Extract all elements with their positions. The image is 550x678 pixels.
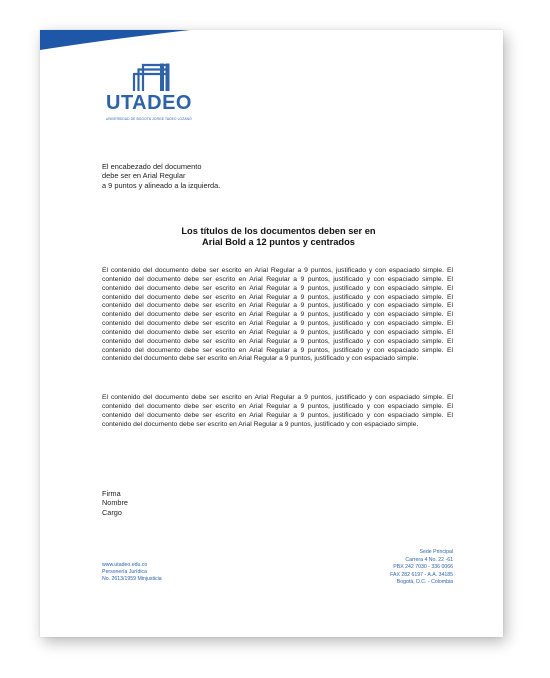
footer-city: Bogotá, D.C. - Colombia [396,579,453,586]
header-note [102,162,220,190]
signature-block [102,489,128,517]
document-title [102,226,455,249]
footer-resolution: No. 2613/1959 Minjusticia [102,576,162,583]
signature-nombre: Nombre [102,498,128,508]
body-paragraph-1: El contenido del documento debe ser escrito en Arial Regular a 9 puntos, justificado y con espaciado simple. El contenido del documento debe ser escrito en Arial Regular a 9 puntos, justificado y con espaciado simple. El contenido del documento debe ser escrito en Arial Regular a 9 puntos, justificado y con espaciado simple. El contenido del documento debe ser escrito en Arial Regular a 9 puntos, justificado y con espaciado simple. El contenido del documento debe ser escrito en Arial Regular a 9 puntos, justificado y con espaciado simple. El contenido del documento debe ser escrito en Arial Regular a 9 puntos, justificado y con espaciado simple. El contenido del documento debe ser escrito en Arial Regular a 9 puntos, justificado y con espaciado simple. El contenido del documento debe ser escrito en Arial Regular a 9 puntos, justificado y con espaciado simple. El contenido del documento debe ser escrito en Arial Regular a 9 puntos, justificado y con espaciado simple. El contenido del documento debe ser escrito en Arial Regular a 9 puntos, justificado y con espaciado simple. El contenido del documento debe ser escrito en Arial Regular a 9 puntos, justificado y con espaciado simple. [102,267,453,363]
footer-left [102,562,162,583]
footer-right [390,549,453,587]
header-note-line: debe ser en Arial Regular [102,171,186,181]
footer-pbx: PBX 242 7030 - 336 0066 [393,564,453,571]
footer-fax: FAX 282 6197 - A.A. 34185 [390,571,453,578]
document-title-line: Los títulos de los documentos deben ser en [181,226,376,236]
corner-accent-shape [40,30,190,50]
header-note-line: El encabezado del documento [102,162,202,171]
body-paragraph-2: El contenido del documento debe ser escrito en Arial Regular a 9 puntos, justificado y con espaciado simple. El contenido del documento debe ser escrito en Arial Regular a 9 puntos, justificado y con espaciado simple. El contenido del documento debe ser escrito en Arial Regular a 9 puntos, justificado y con espaciado simple. El contenido del documento debe ser escrito en Arial Regular a 9 puntos, justificado y con espaciado simple. [102,394,453,428]
letterhead-page [40,30,503,637]
logo-mark-icon [130,62,176,92]
document-title-line: Arial Bold a 12 puntos y centrados [202,237,355,248]
footer-sede-title: Sede Principal [419,549,453,555]
logo-subtitle: UNIVERSIDAD DE BOGOTÁ JORGE TADEO LOZANO [106,117,192,121]
footer-personeria: Personería Jurídica [102,569,147,576]
signature-cargo: Cargo [102,507,122,517]
logo-wordmark: UTADEO [106,92,192,114]
header-note-line: a 9 puntos y alineado a la izquierda. [102,180,221,190]
footer-address: Carrera 4 No. 22 -61 [405,556,453,563]
signature-firma: Firma [102,489,121,498]
footer-website-link[interactable]: www.utadeo.edu.co [102,562,148,568]
